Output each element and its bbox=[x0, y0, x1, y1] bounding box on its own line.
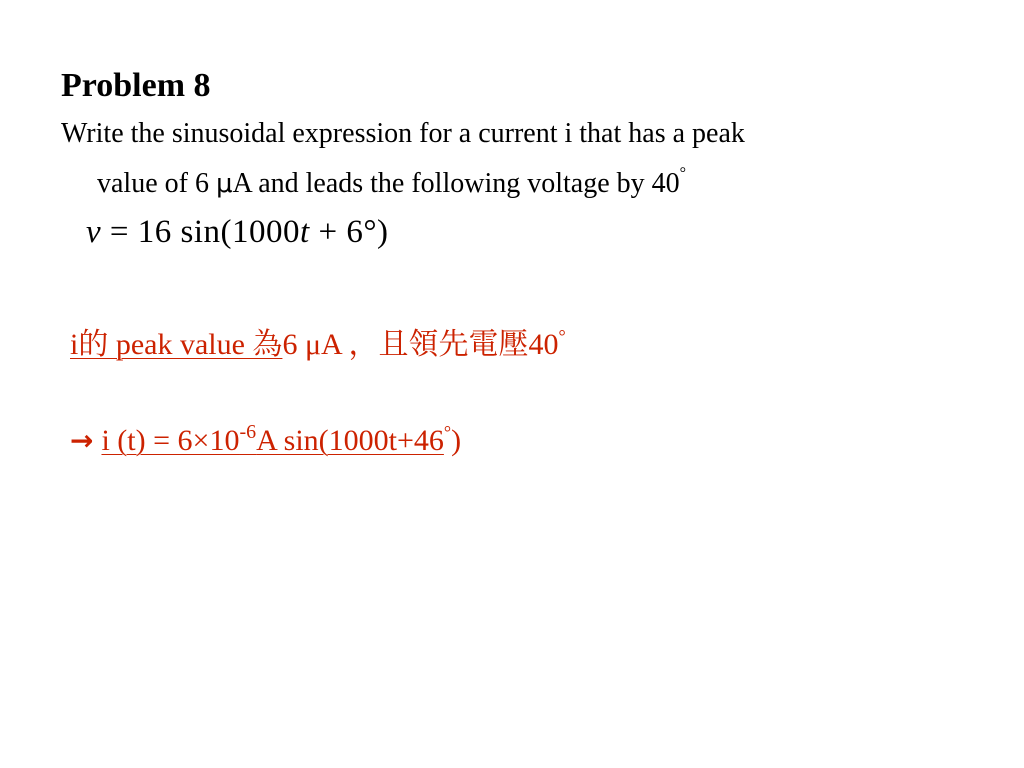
problem-line-1: Write the sinusoidal expression for a current i that has a peak bbox=[61, 118, 745, 149]
voltage-variable: v bbox=[86, 214, 102, 250]
answer-expression-degree: ° bbox=[443, 422, 452, 442]
answer-expression-pre: i (t) = 6×10 bbox=[101, 424, 240, 457]
voltage-equation-body: = 16 sin(1000 bbox=[101, 214, 301, 250]
problem-line-2-post: A and leads the following voltage by 40 bbox=[232, 168, 680, 199]
problem-line-2-pre: value of 6 bbox=[97, 168, 216, 199]
right-arrow-icon: → bbox=[70, 424, 94, 457]
answer-expression bbox=[101, 421, 444, 457]
voltage-equation-rest: + 6°) bbox=[309, 214, 389, 250]
time-variable: t bbox=[300, 214, 310, 250]
answer-expression-post: A sin(1000t+46 bbox=[256, 424, 444, 457]
degree-symbol: ° bbox=[679, 165, 687, 182]
problem-line-2 bbox=[61, 154, 941, 204]
answer-peak-line bbox=[70, 314, 566, 367]
answer-exponent: -6 bbox=[239, 421, 257, 443]
answer-expression-line bbox=[70, 410, 461, 463]
answer-expression-close: ) bbox=[451, 424, 462, 457]
answer-degree-symbol: ° bbox=[558, 326, 566, 346]
mu-symbol: μ bbox=[215, 169, 233, 199]
voltage-equation bbox=[86, 210, 389, 254]
problem-title: Problem 8 bbox=[61, 67, 211, 104]
problem-statement bbox=[61, 114, 941, 204]
answer-peak-value: 6 μA ，且領先電壓40 bbox=[282, 328, 559, 361]
answer-peak-label: i的 peak value 為 bbox=[70, 328, 283, 361]
